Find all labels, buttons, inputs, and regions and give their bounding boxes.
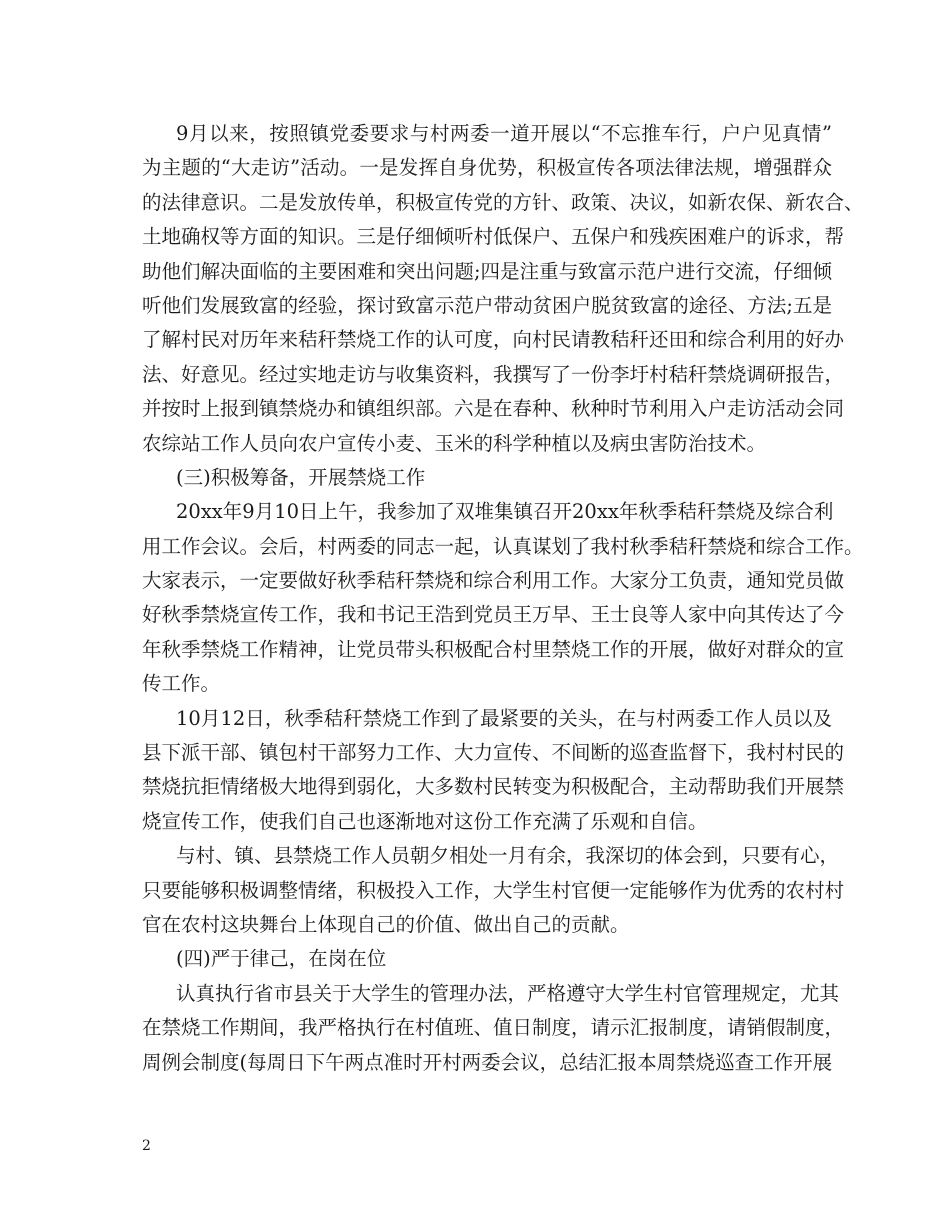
text-line: 农综站工作人员向农户宣传小麦、玉米的科学种植以及病虫害防治技术。 — [142, 431, 767, 455]
text-line: 的法律意识。二是发放传单，积极宣传党的方针、政策、决议，如新农保、新农合、 — [142, 190, 864, 214]
text-line: 好秋季禁烧宣传工作，我和书记王浩到党员王万早、王士良等人家中向其传达了今 — [142, 603, 845, 627]
text-line: 并按时上报到镇禁烧办和镇组织部。六是在春种、秋种时节利用入户走访活动会同 — [142, 397, 845, 421]
text-line: 20xx年9月10日上午，我参加了双堆集镇召开20xx年秋季秸秆禁烧及综合利 — [176, 500, 834, 524]
text-line: 大家表示，一定要做好秋季秸秆禁烧和综合利用工作。大家分工负责，通知党员做 — [142, 569, 845, 593]
text-line: 周例会制度(每周日下午两点准时开村两委会议，总结汇报本周禁烧巡查工作开展 — [142, 1050, 833, 1074]
document-body — [142, 117, 864, 1080]
text-line: 了解村民对历年来秸秆禁烧工作的认可度，向村民请教秸秆还田和综合利用的好办 — [142, 328, 845, 352]
text-line: 官在农村这块舞台上体现自己的价值、做出自己的贡献。 — [142, 912, 630, 936]
text-line: 土地确权等方面的知识。三是仔细倾听村低保户、五保户和残疾困难户的诉求，帮 — [142, 225, 845, 249]
text-line: 传工作。 — [142, 672, 221, 696]
text-line: 助他们解决面临的主要困难和突出问题;四是注重与致富示范户进行交流，仔细倾 — [142, 259, 832, 283]
text-line: 只要能够积极调整情绪，积极投入工作，大学生村官便一定能够作为优秀的农村村 — [142, 878, 845, 902]
text-line: 为主题的“大走访”活动。一是发挥自身优势，积极宣传各项法律法规，增强群众 — [142, 156, 832, 180]
text-line: 烧宣传工作，使我们自己也逐渐地对这份工作充满了乐观和自信。 — [142, 809, 708, 833]
section-heading: (四)严于律己，在岗在位 — [176, 947, 387, 971]
text-line: 与村、镇、县禁烧工作人员朝夕相处一月有余，我深切的体会到，只要有心， — [176, 844, 840, 868]
text-line: 听他们发展致富的经验，探讨致富示范户带动贫困户脱贫致富的途径、方法;五是 — [142, 293, 832, 317]
section-heading: (三)积极筹备，开展禁烧工作 — [176, 465, 426, 489]
text-line: 10月12日，秋季秸秆禁烧工作到了最紧要的关头，在与村两委工作人员以及 — [176, 706, 832, 730]
text-line: 9月以来，按照镇党委要求与村两委一道开展以“不忘推车行，户户见真情” — [176, 122, 832, 145]
text-line: 年秋季禁烧工作精神，让党员带头积极配合村里禁烧工作的开展，做好对群众的宣 — [142, 637, 845, 661]
text-line: 县下派干部、镇包村干部努力工作、大力宣传、不间断的巡查监督下，我村村民的 — [142, 741, 845, 765]
text-line: 禁烧抗拒情绪极大地得到弱化，大多数村民转变为积极配合，主动帮助我们开展禁 — [142, 775, 845, 799]
text-line: 用工作会议。会后，村两委的同志一起，认真谋划了我村秋季秸秆禁烧和综合工作。 — [142, 534, 864, 558]
text-line: 法、好意见。经过实地走访与收集资料，我撰写了一份李圩村秸秆禁烧调研报告， — [142, 362, 845, 386]
text-line: 在禁烧工作期间，我严格执行在村值班、值日制度，请示汇报制度，请销假制度， — [142, 1016, 845, 1040]
page-number: 2 — [142, 1138, 151, 1154]
text-line: 认真执行省市县关于大学生的管理办法，严格遵守大学生村官管理规定，尤其 — [176, 981, 840, 1005]
